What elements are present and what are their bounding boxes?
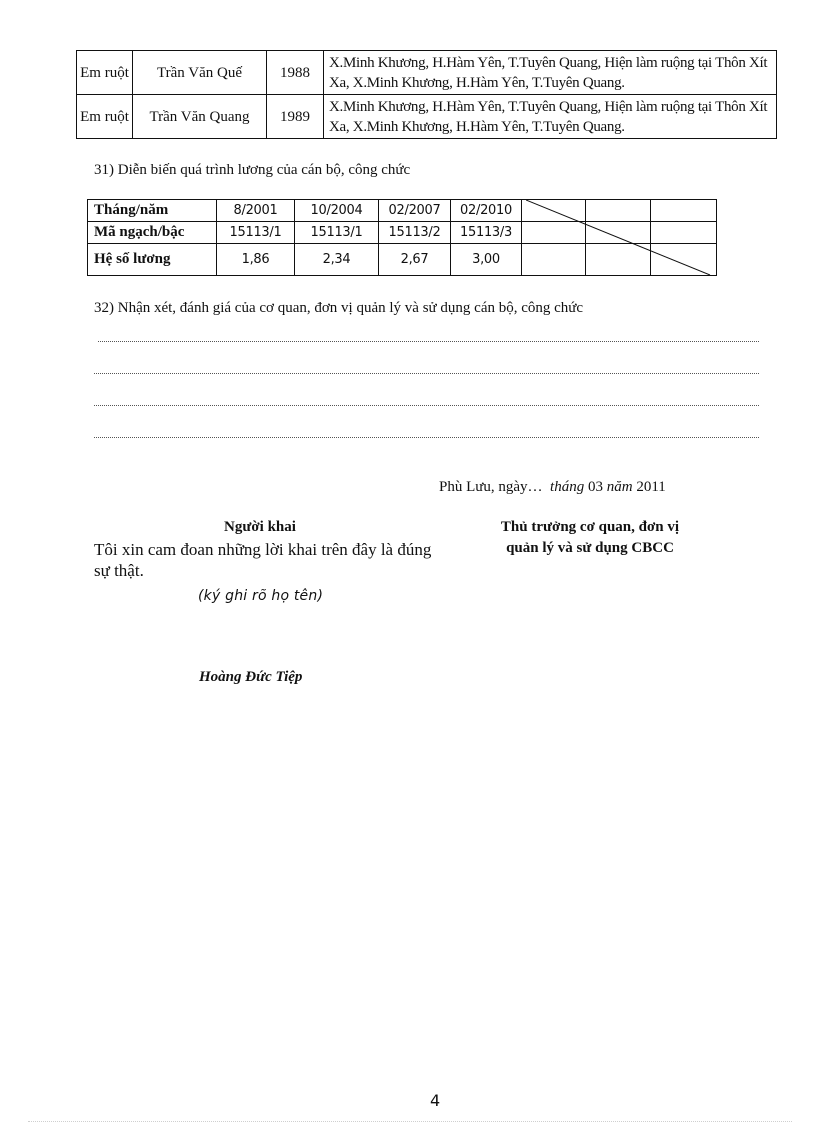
coefficient-cell [586,244,651,276]
table-row [88,222,717,244]
page-bottom-border [28,1121,792,1122]
coefficient-cell: 1,86 [217,244,295,276]
grade-cell: 15113/1 [217,222,295,244]
date-cell: 02/2010 [451,200,522,222]
name-cell: Trần Văn Quang [133,95,267,139]
birth-year-cell: 1989 [267,95,324,139]
date-cell [522,200,586,222]
evaluation-line-2 [94,373,759,374]
grade-cell [586,222,651,244]
declarant-title: Người khai [224,519,296,535]
table-row [77,95,777,139]
month-value: 03 [587,479,603,495]
month-label: tháng [550,479,585,495]
agency-title-line-2: quản lý và sử dụng CBCC [506,540,674,556]
evaluation-line-3 [94,405,759,406]
coefficient-cell [651,244,717,276]
declaration-text: Tôi xin cam đoan những lời khai trên đây là đúng sự thật. [94,540,432,580]
coefficient-cell: 3,00 [451,244,522,276]
birth-year-cell: 1988 [267,51,324,95]
coefficient-cell: 2,67 [379,244,451,276]
grade-cell: 15113/2 [379,222,451,244]
evaluation-line-1 [98,341,759,342]
grade-cell [651,222,717,244]
relation-cell: Em ruột [77,95,133,139]
row-header-coefficient: Hệ số lương [88,244,217,276]
section-32-title: 32) Nhận xét, đánh giá của cơ quan, đơn vị quản lý và sử dụng cán bộ, công chức [94,300,584,316]
section-31-title: 31) Diễn biến quá trình lương của cán bộ, công chức [94,162,411,178]
date-cell: 10/2004 [295,200,379,222]
row-header-grade: Mã ngạch/bậc [88,222,217,244]
year-value: 2011 [636,479,666,495]
grade-cell: 15113/1 [295,222,379,244]
relation-cell: Em ruột [77,51,133,95]
table-row [88,200,717,222]
row-header-date: Tháng/năm [88,200,217,222]
name-cell: Trần Văn Quế [133,51,267,95]
grade-cell [522,222,586,244]
place-label: Phù Lưu, ngày… [439,479,543,495]
year-label: năm [606,479,633,495]
date-cell [586,200,651,222]
sign-note: (ký ghi rõ họ tên) [198,588,324,604]
address-cell: X.Minh Khương, H.Hàm Yên, T.Tuyên Quang, Hiện làm ruộng tại Thôn Xít Xa, X.Minh Khương, H.Hàm Yên, T.Tuyên Quang. [324,51,777,95]
coefficient-cell [522,244,586,276]
agency-title-line-1: Thủ trưởng cơ quan, đơn vị [500,519,680,535]
declarant-name: Hoàng Đức Tiệp [199,669,303,685]
date-cell [651,200,717,222]
address-cell: X.Minh Khương, H.Hàm Yên, T.Tuyên Quang, Hiện làm ruộng tại Thôn Xít Xa, X.Minh Khương, H.Hàm Yên, T.Tuyên Quang. [324,95,777,139]
date-cell: 8/2001 [217,200,295,222]
table-row [77,51,777,95]
coefficient-cell: 2,34 [295,244,379,276]
place-date [439,479,666,496]
table-row [88,244,717,276]
grade-cell: 15113/3 [451,222,522,244]
evaluation-line-4 [94,437,759,438]
relatives-table [76,50,777,139]
page-number: 4 [430,1091,441,1110]
salary-table [87,199,717,276]
date-cell: 02/2007 [379,200,451,222]
